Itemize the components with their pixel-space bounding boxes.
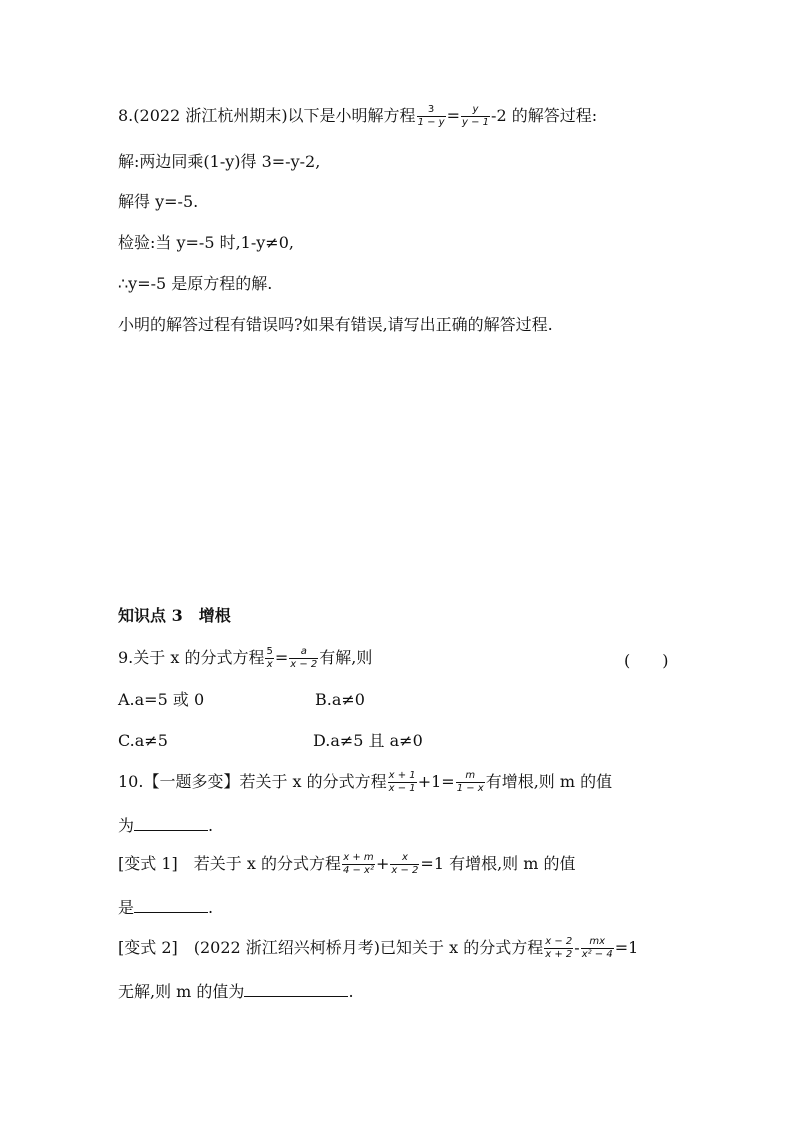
var2-line1: [变式 2] (2022 浙江绍兴柯桥月考)已知关于 x 的分式方程 $\frac{x - 2}{x + 2}$ - $\frac{mx}{\text{x² − 4}}$ =1 — [118, 936, 639, 960]
option-b: B.a≠0 — [315, 690, 365, 709]
option-a: A.a=5 或 0 — [118, 690, 205, 709]
q10-fraction-1: $\frac{x + 1}{x - 1}$ — [388, 770, 416, 794]
section-title: 知识点 3 增根 — [118, 606, 231, 625]
var2-fraction-1: $\frac{x - 2}{x + 2}$ — [545, 936, 573, 960]
q10-fraction-2: $\frac{m}{1 - x}$ — [456, 770, 484, 794]
q8-line6: 小明的解答过程有错误吗?如果有错误,请写出正确的解答过程. — [118, 315, 553, 334]
answer-blank-var2[interactable] — [244, 980, 348, 997]
var1-fraction-1: $\frac{x + m}{\text{4 − x²}}$ — [342, 852, 374, 876]
q8-line4: 检验:当 y=-5 时,1-y≠0, — [118, 233, 294, 252]
q9-fraction-1: $\frac{5}{x}$ — [266, 646, 273, 670]
answer-blank-q10[interactable] — [134, 814, 208, 831]
q8-fraction-1: $\frac{3}{1 - y}$ — [417, 104, 445, 128]
q8-line2: 解:两边同乘(1-y)得 3=-y-2, — [118, 152, 321, 171]
answer-blank-var1[interactable] — [134, 896, 208, 913]
q10-line1: 10.【一题多变】若关于 x 的分式方程 $\frac{x + 1}{x - 1}$ +1= $\frac{m}{1 - x}$ 有增根,则 m 的值 — [118, 770, 613, 794]
var1-fraction-2: $\frac{x}{x - 2}$ — [391, 852, 419, 876]
var1-line2: 是 . — [118, 898, 214, 917]
var2-fraction-2: $\frac{mx}{\text{x² − 4}}$ — [581, 936, 613, 960]
q8-suffix: -2 的解答过程: — [491, 106, 598, 125]
answer-paren: ( ) — [624, 651, 669, 670]
q8-fraction-2: $\frac{y}{y - 1}$ — [462, 104, 490, 128]
q9-fraction-2: $\frac{a}{x - 2}$ — [290, 646, 318, 670]
q8-prefix: 8.(2022 浙江杭州期末)以下是小明解方程 — [118, 106, 416, 125]
q8-line5: ∴y=-5 是原方程的解. — [118, 274, 273, 293]
q8-line3: 解得 y=-5. — [118, 192, 199, 211]
q9-stem: 9.关于 x 的分式方程 $\frac{5}{x}$ = $\frac{a}{x - 2}$ 有解,则 — [118, 646, 373, 670]
q10-line2: 为 . — [118, 816, 214, 835]
var2-line2: 无解,则 m 的值为 . — [118, 982, 354, 1001]
option-c: C.a≠5 — [118, 731, 168, 750]
var1-line1: [变式 1] 若关于 x 的分式方程 $\frac{x + m}{\text{4 − x²}}$ + $\frac{x}{x - 2}$ =1 有增根,则 m 的值 — [118, 852, 576, 876]
option-d: D.a≠5 且 a≠0 — [313, 731, 423, 750]
q8-line1: 8.(2022 浙江杭州期末)以下是小明解方程 $\frac{3}{1 - y}$ = $\frac{y}{y - 1}$ -2 的解答过程: — [118, 104, 598, 128]
